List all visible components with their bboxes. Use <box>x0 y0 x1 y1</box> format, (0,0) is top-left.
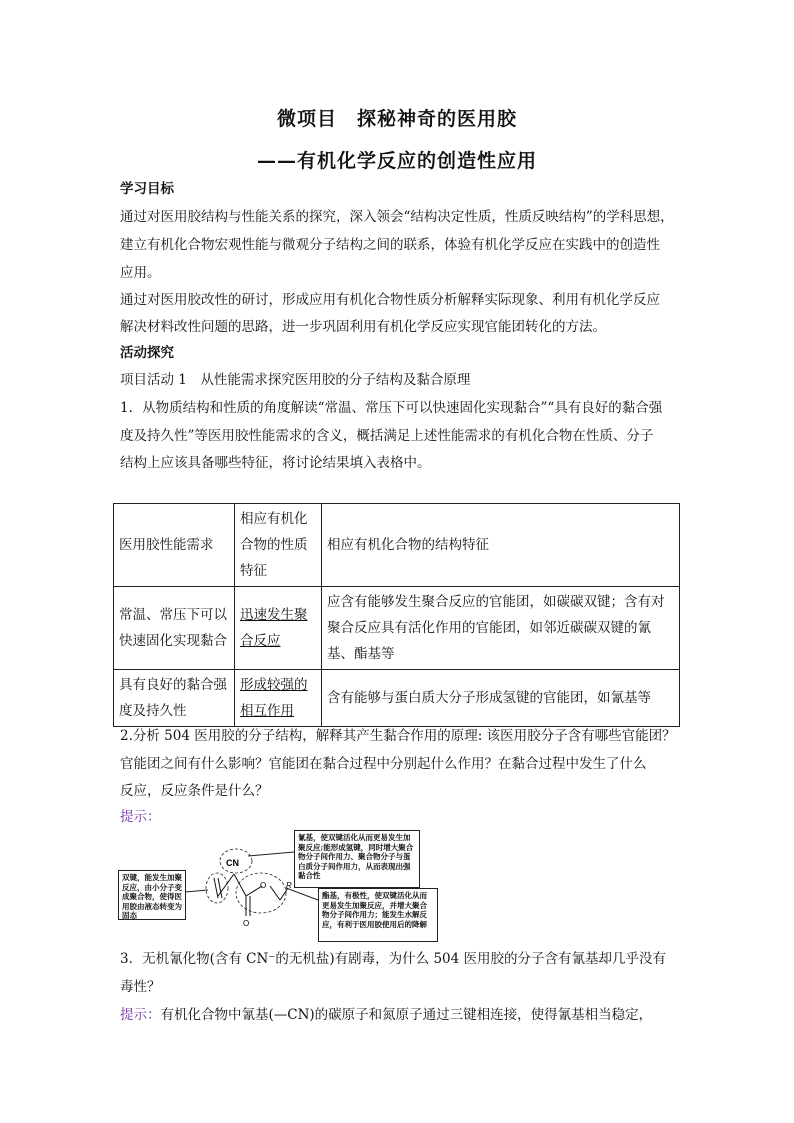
table-header-row <box>114 504 680 587</box>
table-cell-answer: 形成较强的相互作用 <box>235 670 322 727</box>
molecule-diagram <box>118 828 438 928</box>
highlight-ellipse-ester <box>236 873 286 913</box>
highlight-ellipse-double-bond <box>206 873 228 903</box>
annotation-box-double-bond: 双键，能发生加聚反应，由小分子变成聚合物，使得医用胶由液态转变为固态 <box>118 870 186 920</box>
structure-svg <box>118 828 438 938</box>
answer-3-line <box>120 1006 680 1024</box>
properties-table <box>113 503 680 727</box>
question-2-line: 官能团之间有什么影响？官能团在黏合过程中分别起什么作用？在黏合过程中发生了什么 <box>120 756 647 772</box>
annotation-box-cyano: 氰基，使双键活化从而更易发生加聚反应;能形成氢键，同时增大聚合物分子间作用力、聚合物分子与蛋白质分子间作用力，从而表现出强黏合性 <box>294 830 420 888</box>
cyano-label: CN <box>226 858 239 868</box>
connector-line <box>248 852 294 856</box>
goals-line: 建立有机化合物宏观性能与微观分子结构之间的联系，体验有机化学反应在实践中的创造性 <box>120 237 660 253</box>
oxygen-label: O <box>260 881 267 890</box>
table-cell: 含有能够与蛋白质大分子形成氢键的官能团，如氰基等 <box>322 670 680 727</box>
table-row <box>114 587 680 670</box>
table-header-cell: 医用胶性能需求 <box>114 504 235 587</box>
goals-heading: 学习目标 <box>120 181 174 197</box>
page-subtitle: ——有机化学反应的创造性应用 <box>256 150 537 172</box>
goals-line: 通过对医用胶结构与性能关系的探究，深入领会“结构决定性质，性质反映结构”的学科思想， <box>120 209 674 225</box>
bond-line <box>270 886 280 900</box>
table-header-cell: 相应有机化合物的结构特征 <box>322 504 680 587</box>
oxygen-label: O <box>243 919 250 928</box>
question-1-line: 度及持久性”等医用胶性能需求的含义，概括满足上述性能需求的有机化合物在性质、分子 <box>120 428 654 444</box>
table-cell: 常温、常压下可以快速固化实现黏合 <box>114 587 235 670</box>
question-3-line: 3．无机氰化物(含有 CN⁻的无机盐)有剧毒，为什么 504 医用胶的分子含有氰基却几乎没有 <box>120 951 667 967</box>
hint-label: 提示： <box>120 809 161 825</box>
goals-line: 应用。 <box>120 265 161 281</box>
bond-line <box>214 878 218 898</box>
answer-3-text: 有机化合物中氰基(—CN)的碳原子和氮原子通过三键相连接，使得氰基相当稳定， <box>160 1007 653 1023</box>
table-cell: 应含有能够发生聚合反应的官能团，如碳碳双键；含有对聚合反应具有活化作用的官能团，如邻近碳碳双键的氰基、酯基等 <box>322 587 680 670</box>
table-cell-answer: 迅速发生聚合反应 <box>235 587 322 670</box>
question-1-line: 1．从物质结构和性质的角度解读“常温、常压下可以快速固化实现黏合”“具有良好的黏合强 <box>120 400 663 416</box>
table-row <box>114 670 680 727</box>
annotation-box-ester: 酯基，有极性，使双键活化从而更易发生加聚反应，并增大聚合物分子间作用力；能发生水解反应，有利于医用胶使用后的降解 <box>318 888 438 942</box>
table-header-cell: 相应有机化合物的性质特征 <box>235 504 322 587</box>
activity-heading: 活动探究 <box>120 345 174 361</box>
goals-line: 解决材料改性问题的思路，进一步巩固利用有机化学反应实现官能团转化的方法。 <box>120 319 606 335</box>
table-cell: 具有良好的黏合强度及持久性 <box>114 670 235 727</box>
r-group-label: R <box>286 881 292 890</box>
page-title: 微项目 探秘神奇的医用胶 <box>276 108 517 130</box>
bond-line <box>218 874 234 896</box>
connector-line <box>185 890 208 892</box>
question-2-line: 2.分析 504 医用胶的分子结构，解释其产生黏合作用的原理: 该医用胶分子含有哪些官能团？ <box>120 728 676 744</box>
goals-line: 通过对医用胶改性的研讨，形成应用有机化合物性质分析解释实际现象、利用有机化学反应 <box>120 292 660 308</box>
question-2-line: 反应，反应条件是什么？ <box>120 783 269 799</box>
question-1-line: 结构上应该具备哪些特征，将讨论结果填入表格中。 <box>120 455 431 471</box>
hint-label: 提示： <box>120 1007 161 1023</box>
question-3-line: 毒性？ <box>120 979 161 995</box>
activity-title: 项目活动 1 从性能需求探究医用胶的分子结构及黏合原理 <box>120 372 471 388</box>
